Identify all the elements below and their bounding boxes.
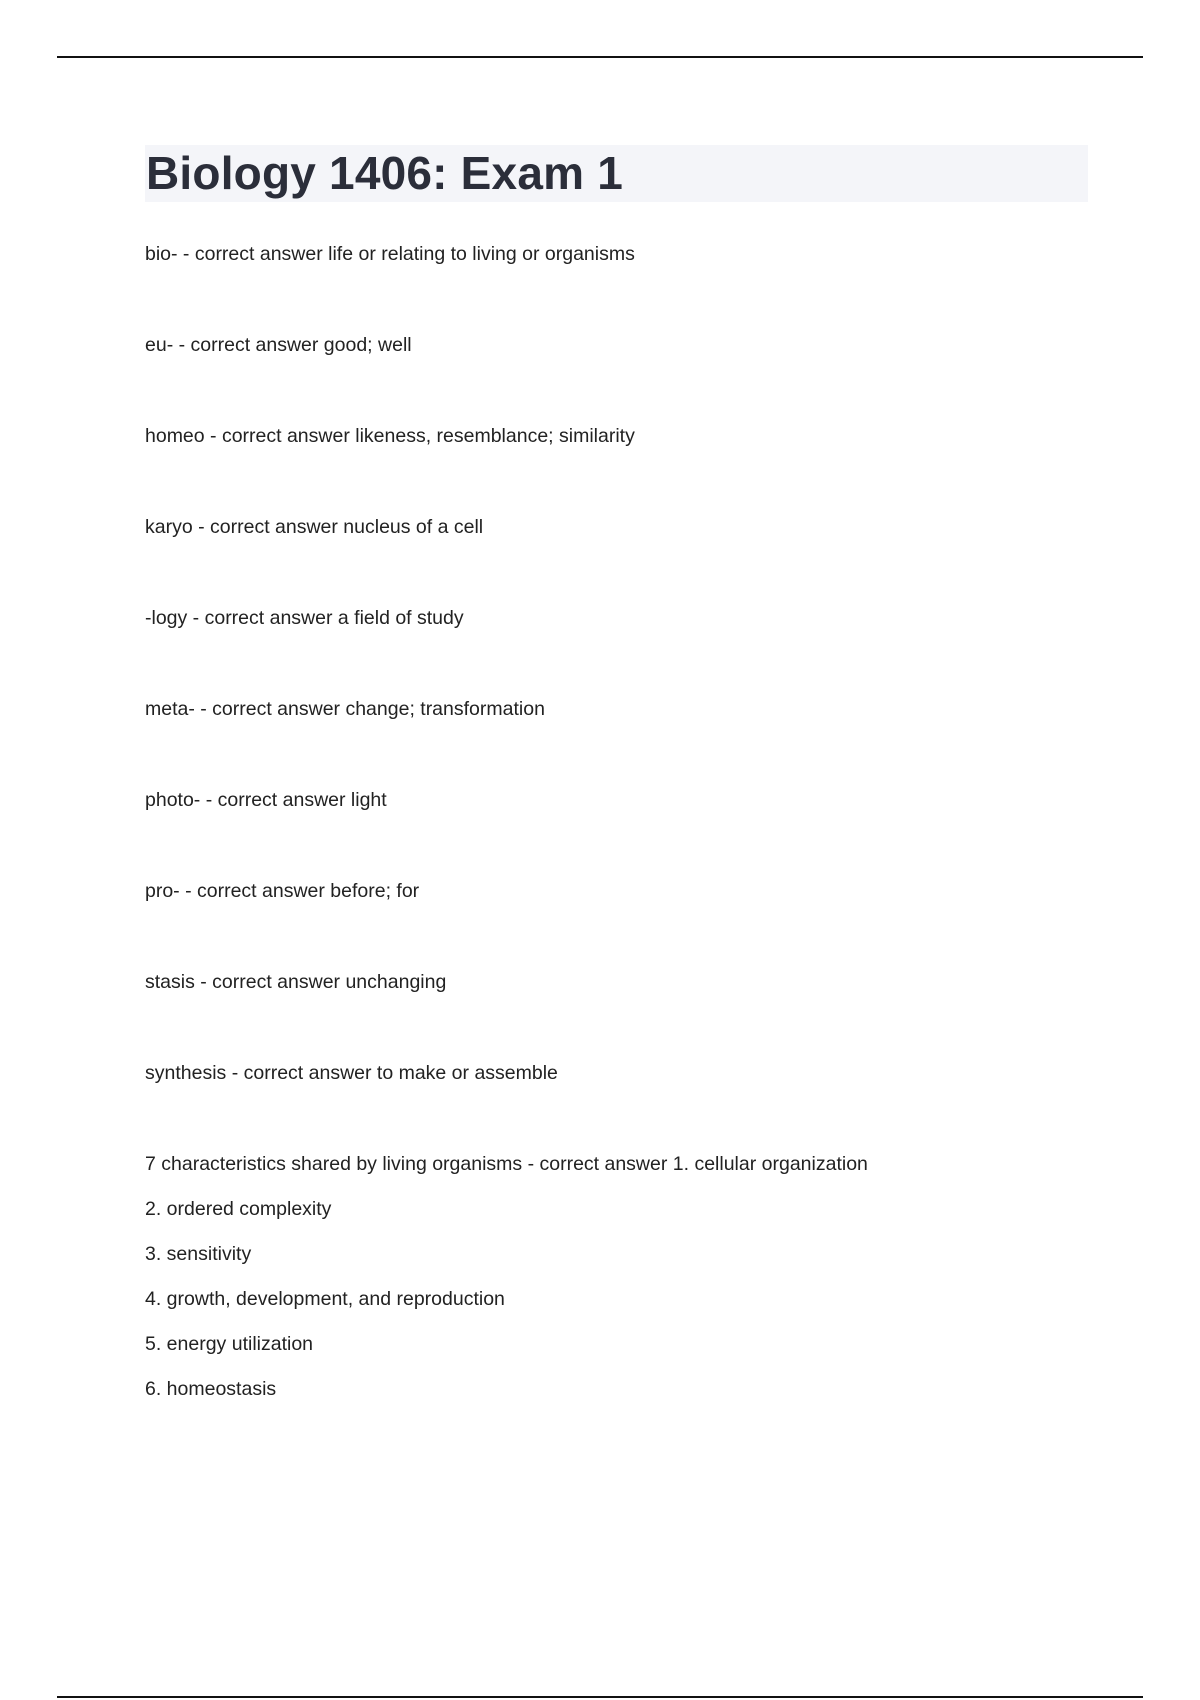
title-band: [145, 145, 1088, 202]
flashcard-entry: bio- - correct answer life or relating to living or organisms: [145, 243, 635, 265]
flashcard-entry: homeo - correct answer likeness, resemblance; similarity: [145, 425, 635, 447]
flashcard-entry: synthesis - correct answer to make or assemble: [145, 1062, 558, 1084]
characteristics-entry: [145, 1152, 1088, 1401]
flashcard-list: [145, 242, 1088, 1401]
top-rule: [57, 56, 1143, 58]
characteristics-line: 6. homeostasis: [145, 1378, 277, 1400]
flashcard-entry: eu- - correct answer good; well: [145, 334, 412, 356]
flashcard-entry: photo- - correct answer light: [145, 789, 387, 811]
characteristics-line: 2. ordered complexity: [145, 1198, 332, 1220]
characteristics-first-line: 7 characteristics shared by living organisms - correct answer 1. cellular organization: [145, 1153, 868, 1175]
flashcard-entry: -logy - correct answer a field of study: [145, 607, 464, 629]
document-body: [145, 145, 1088, 1401]
characteristics-line: 4. growth, development, and reproduction: [145, 1288, 505, 1310]
flashcard-entry: pro- - correct answer before; for: [145, 880, 420, 902]
characteristics-line: 3. sensitivity: [145, 1243, 252, 1265]
flashcard-entry: stasis - correct answer unchanging: [145, 971, 447, 993]
characteristics-line: 5. energy utilization: [145, 1333, 314, 1355]
bottom-rule: [57, 1696, 1143, 1698]
document-title: Biology 1406: Exam 1: [146, 147, 623, 199]
flashcard-entry: karyo - correct answer nucleus of a cell: [145, 516, 484, 538]
flashcard-entry: meta- - correct answer change; transformation: [145, 698, 545, 720]
